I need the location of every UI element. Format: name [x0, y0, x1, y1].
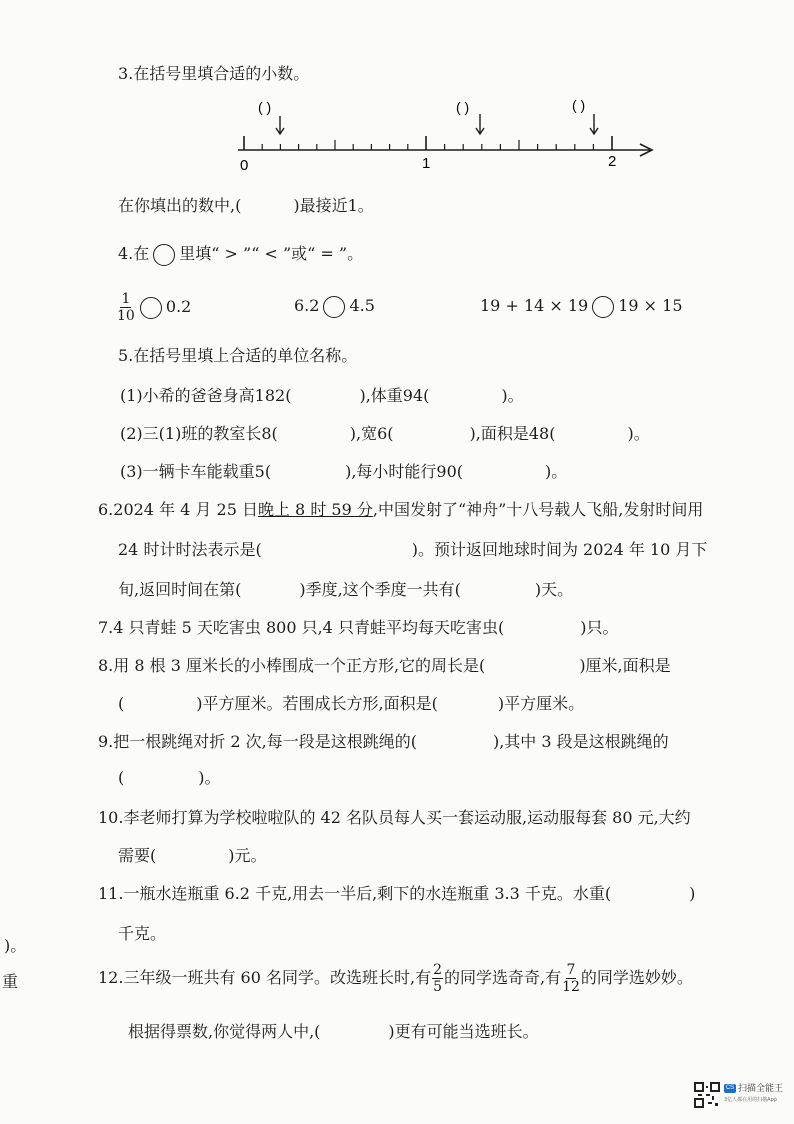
q6-line-1: 6.2024 年 4 月 25 日晚上 8 时 59 分,中国发射了“神舟”十八号载人飞船,发射时间用	[98, 500, 704, 519]
fraction: $\frac{1}{10}$	[117, 291, 135, 324]
q10-line-1: 10.李老师打算为学校啦啦队的 42 名队员每人买一套运动服,运动服每套 80 元,大约	[98, 808, 691, 827]
margin-fragment-2: 重	[2, 972, 19, 991]
blank-1: ( )	[258, 99, 272, 115]
q9-line-2: ( )。	[118, 768, 221, 787]
q6-line-3: 旬,返回时间在第( )季度,这个季度一共有( )天。	[118, 580, 574, 599]
q11-line-1: 11.一瓶水连瓶重 6.2 千克,用去一半后,剩下的水连瓶重 3.3 千克。水重( )	[98, 884, 696, 903]
scanner-slogan: 3亿人都在用的扫描App	[724, 1097, 777, 1103]
number-line-ticks	[262, 140, 593, 150]
q5-line-1: (1)小希的爸爸身高182( ),体重94( )。	[120, 386, 524, 405]
q11-line-2: 千克。	[118, 924, 167, 943]
q4-item-3: 19 + 14 × 19 19 × 15	[480, 294, 683, 318]
qr-code-icon	[694, 1082, 720, 1108]
blank-3: ( )	[572, 97, 586, 113]
q9-line-1: 9.把一根跳绳对折 2 次,每一段是这根跳绳的( ),其中 3 段是这根跳绳的	[98, 732, 669, 751]
q4-title: 4.在 里填“ > ”“ < ”或“ = ”。	[118, 242, 363, 266]
q8-line-1: 8.用 8 根 3 厘米长的小棒围成一个正方形,它的周长是( )厘米,面积是	[98, 656, 671, 675]
number-line	[228, 96, 668, 172]
answer-circle[interactable]	[592, 296, 614, 318]
compare-circle-icon	[153, 244, 175, 266]
q3-title: 3.在括号里填合适的小数。	[118, 64, 310, 83]
fraction: $\frac{7}{12}$	[562, 962, 580, 995]
scanner-brand: 扫描全能王	[738, 1084, 784, 1094]
margin-fragment-1: )。	[4, 936, 27, 955]
q6-line-2: 24 时计时法表示是( )。预计返回地球时间为 2024 年 10 月下	[118, 540, 708, 559]
tick-label-0: 0	[240, 157, 249, 172]
blank-2: ( )	[456, 99, 470, 115]
tick-label-2: 2	[608, 153, 617, 170]
q3-sentence: 在你填出的数中,( )最接近1。	[118, 196, 374, 215]
q12-line-1: 12.三年级一班共有 60 名同学。改选班长时,有 $\frac{2}{5}$ 的同学选奇奇,有 $\frac{7}{12}$ 的同学选妙妙。	[98, 962, 693, 995]
cs-logo-icon: CS	[725, 1085, 735, 1091]
fraction: $\frac{2}{5}$	[433, 962, 442, 995]
q5-line-3: (3)一辆卡车能载重5( ),每小时能行90( )。	[120, 462, 568, 481]
q4-item-2: 6.2 4.5	[294, 294, 375, 318]
q10-line-2: 需要( )元。	[118, 846, 267, 865]
q5-line-2: (2)三(1)班的教室长8( ),宽6( ),面积是48( )。	[120, 424, 650, 443]
answer-circle[interactable]	[140, 297, 162, 319]
q7-line: 7.4 只青蛙 5 天吃害虫 800 只,4 只青蛙平均每天吃害虫( )只。	[98, 618, 619, 637]
q4-item-1: $\frac{1}{10}$ 0.2	[117, 291, 192, 324]
q5-title: 5.在括号里填上合适的单位名称。	[118, 346, 358, 365]
q12-line-2: 根据得票数,你觉得两人中,( )更有可能当选班长。	[128, 1022, 539, 1041]
tick-label-1: 1	[422, 155, 431, 172]
q8-line-2: ( )平方厘米。若围成长方形,面积是( )平方厘米。	[118, 694, 585, 713]
answer-circle[interactable]	[323, 296, 345, 318]
scanner-watermark	[694, 1078, 786, 1112]
